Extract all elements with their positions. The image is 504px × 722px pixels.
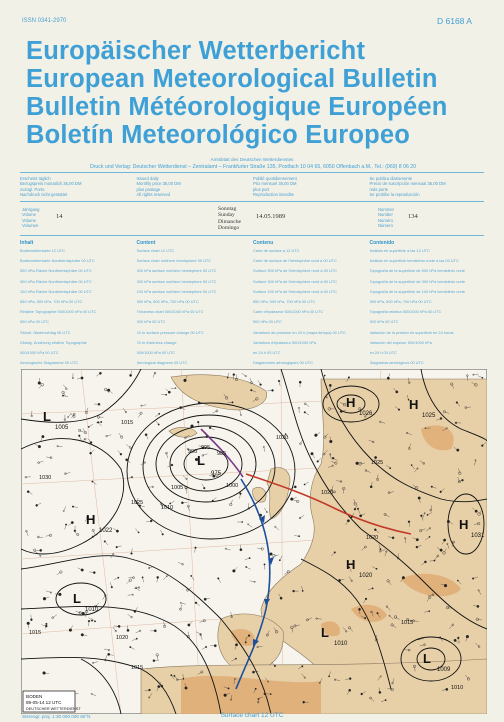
- amtsblatt: Amtsblatt des Deutschen Wetterdienstes: [210, 157, 294, 162]
- contents-item: Variations de pression en 24 h (mapa tiempo) 00 UTC: [253, 329, 346, 335]
- contents-item: Aerologische Diagramme 00 UTC: [20, 360, 79, 366]
- number-label: Numéro: [378, 217, 393, 223]
- terms-english: [137, 176, 254, 198]
- high-value: 1031: [471, 533, 485, 539]
- contents-item: Carte d'épaisseur 500/1000 hPa 00 UTC: [253, 309, 324, 315]
- isobar-label: 995: [201, 445, 211, 451]
- isobar-label: 985: [217, 451, 227, 457]
- volume-label: Volumen: [22, 223, 39, 229]
- high-symbol: H: [86, 512, 96, 527]
- issn: ISSN 0341-2970: [22, 18, 67, 24]
- contents-heading: Content: [136, 240, 156, 246]
- contents-item: Variations d'épaisseur 500/1000 hPa: [253, 339, 317, 345]
- station-dot: [416, 546, 418, 548]
- number-label: Nummer: [378, 207, 395, 212]
- high-symbol: H: [346, 395, 356, 410]
- terms-line: Prix mensuel 35,00 DM: [253, 181, 297, 187]
- isobar-label: 1025: [131, 500, 144, 506]
- isobar-label: 1020: [321, 490, 334, 496]
- day-label: Sunday: [218, 212, 235, 219]
- number-label: Number: [378, 212, 393, 218]
- surface-weather-map: [21, 369, 487, 714]
- isobar-label: 1010: [161, 505, 174, 511]
- high-symbol: H: [409, 397, 419, 412]
- station-dot: [161, 685, 163, 687]
- low-value: 1010: [85, 607, 99, 613]
- day-label: Domingo: [218, 224, 240, 231]
- contents-item: Diagramas aerológicos 00 UTC: [369, 360, 424, 366]
- issue-date: 14.05.1989: [256, 213, 286, 220]
- contents-item: 500 hPa surface northern hemisphere 00 UTC: [136, 268, 217, 274]
- number-label: Número: [378, 223, 393, 229]
- terms-line: Precio de suscripción mensual 35,00 DM: [369, 181, 446, 187]
- high-value: 1022: [99, 528, 113, 534]
- legend-line: DEUTSCHER WETTERDIENST: [26, 707, 81, 711]
- day-label: Dimanche: [218, 218, 241, 225]
- contents-item: Bodenwetterkarte Nordhemisphäre 00 UTC: [20, 258, 95, 264]
- station-dot: [447, 520, 450, 523]
- contents-item: 850 hPa, 500 hPa, 700 hPa 00 UTC: [136, 299, 199, 305]
- contents-item: Variación de la presión en superficie en 24 horas: [369, 329, 454, 335]
- contents-item: 24 hr surface pressure change 00 UTC: [136, 329, 204, 335]
- contents-english: [137, 240, 254, 368]
- contents-item: 500 hPa 00 UTC: [20, 319, 49, 325]
- station-dot: [258, 698, 259, 699]
- terms-line: Reproduction interdite: [253, 192, 294, 198]
- isobar-label: 1020: [116, 635, 129, 641]
- station-dot: [338, 579, 340, 581]
- contents-item: Surface 500 hPa de l'hémisphère nord à 00 UTC: [253, 268, 338, 274]
- station-dot: [134, 610, 136, 612]
- isobar-label: 1020: [366, 535, 379, 541]
- contents-item: 850 hPa, 500 hPa, 700 hPa 00 UTC: [253, 299, 316, 305]
- station-dot: [280, 597, 282, 599]
- contents-item: Relative Topographie 500/1000 hPa 00 UTC: [20, 309, 97, 315]
- station-dot: [209, 427, 211, 429]
- contents-item: 500/1000 hPa 00 UTC: [136, 350, 176, 356]
- contents-french: [253, 240, 370, 368]
- volume-label: Jahrgang: [22, 207, 40, 212]
- contents-heading: Inhalt: [20, 240, 34, 246]
- title-german: Europäischer Wetterbericht: [26, 37, 366, 65]
- contents-item: 500 hPa 00 UTC: [136, 319, 166, 325]
- contents-table: [20, 240, 486, 368]
- high-symbol: H: [459, 517, 469, 532]
- contents-heading: Contenido: [369, 240, 395, 246]
- station-dot: [130, 646, 131, 647]
- legend-line: 89-05-14 12 UTC: [26, 700, 62, 705]
- divider: [20, 235, 484, 236]
- station-dot: [294, 486, 296, 488]
- title-spanish: Boletín Meteorológico Europeo: [26, 121, 411, 149]
- station-dot: [359, 515, 361, 517]
- contents-item: Topografía de la superficie de 300 hPa hemisferio norte: [369, 278, 466, 284]
- day-labels: [218, 206, 241, 231]
- high-symbol: H: [346, 557, 356, 572]
- low-symbol: L: [73, 591, 81, 606]
- contents-item: 24stdg. Änderung relative Topographie: [20, 339, 87, 345]
- contents-item: Análisis en superficie a las 12 UTC: [369, 248, 430, 253]
- terms-line: plus postage: [136, 186, 161, 192]
- volume-labels: [22, 207, 39, 229]
- station-dot: [260, 514, 262, 516]
- contents-item: Surface 100 hPa de l'hémisphère nord à 00 UTC: [253, 288, 338, 294]
- contents-item: 24 hr thickness change: [136, 339, 177, 345]
- terms-line: Monthly price 35,00 DM: [136, 181, 181, 187]
- isobar-label: 1015: [121, 420, 134, 426]
- map-caption: Surface chart 12 UTC: [220, 712, 284, 719]
- terms-line: Nachdruck nicht gestattet: [20, 192, 68, 198]
- low-symbol: L: [197, 453, 205, 468]
- volume-label: Volume: [22, 217, 36, 223]
- terms-line: Publié quotidiennement: [253, 176, 297, 181]
- terms-line: plus port: [253, 186, 270, 192]
- title-english: European Meteorological Bulletin: [26, 65, 438, 93]
- station-dot: [36, 504, 38, 506]
- day-label: Sonntag: [218, 206, 237, 212]
- terms-line: Erscheint täglich: [20, 176, 51, 181]
- contents-item: en 24 h 00 UTC: [253, 350, 281, 356]
- station-dot: [420, 515, 422, 517]
- contents-item: en 24 h 00 UTC: [369, 350, 397, 356]
- terms-line: Issued daily: [136, 176, 159, 181]
- low-symbol: L: [423, 651, 431, 666]
- isobar-label: 1015: [131, 665, 144, 671]
- terms-french: [253, 176, 370, 198]
- isobar-label: 1010: [451, 685, 464, 691]
- low-value: 1009: [437, 667, 451, 673]
- station-dot: [351, 516, 353, 518]
- contents-item: Variación del espesor 500/1000 hPa: [369, 339, 432, 345]
- low-value: 1005: [55, 425, 69, 431]
- isobar-label: 1020: [276, 435, 289, 441]
- station-dot: [279, 560, 280, 561]
- contents-item: 300 hPa surface northern hemisphere 00 UTC: [136, 278, 217, 284]
- contents-item: Surface chart 12 UTC: [136, 248, 175, 253]
- contents-item: 500 hPa-Fläche Nordhemisphäre 00 UTC: [20, 268, 92, 274]
- station-dot: [466, 635, 469, 638]
- terms-line: Bezugspreis monatlich 35,00 DM: [20, 181, 82, 187]
- contents-item: Carte de surface à 12 UTC: [253, 248, 300, 253]
- volume-value: 14: [56, 213, 63, 220]
- station-dot: [158, 685, 160, 687]
- contents-spanish: [370, 240, 487, 368]
- station-dot: [347, 520, 349, 522]
- low-symbol: L: [43, 409, 51, 424]
- station-dot: [81, 569, 84, 572]
- legend-line: BODEN: [26, 694, 43, 699]
- station-dot: [315, 434, 318, 437]
- isobar-label: 1015: [29, 630, 42, 636]
- contents-item: Topografía relativa 500/1000 hPa 00 UTC: [369, 309, 442, 315]
- terms-row: [20, 176, 486, 198]
- isobar-label: 1030: [39, 475, 52, 481]
- contents-item: Thickness chart 500/1000 hPa 00 UTC: [136, 309, 204, 315]
- low-value: 975: [211, 471, 222, 477]
- isobar-label: 1025: [371, 460, 384, 466]
- station-dot: [260, 384, 262, 386]
- station-dot: [250, 389, 252, 391]
- contents-item: Bodenwetterkarte 12 UTC: [20, 248, 65, 253]
- station-dot: [443, 539, 445, 541]
- low-value: 1010: [334, 641, 348, 647]
- map-scale-note: Stereogr. proj. 1:30 000 000 60°N: [22, 714, 91, 719]
- terms-line: zuzügl. Porto: [20, 186, 45, 192]
- volume-label: Volume: [22, 212, 36, 218]
- publisher-line: Druck und Verlag: Deutscher Wetterdienst – Zentralamt – Frankfurter Straße 135, Postfach 10 04 65, 6050 Offenbach a.M., Tel.: (069) 8 06 20: [89, 164, 417, 170]
- contents-item: Topografía de la superficie de 500 hPa hemisferio norte: [369, 268, 466, 274]
- contents-item: 100 hPa-Fläche Nordhemisphäre 00 UTC: [20, 288, 92, 294]
- contents-item: Surface chart northern hemisphere 00 UTC: [136, 258, 212, 264]
- station-dot: [42, 435, 45, 438]
- low-symbol: L: [321, 625, 329, 640]
- contents-item: 500 hPa 00 UTC: [369, 319, 399, 325]
- contents-item: Diagrammes aérologiques 00 UTC: [253, 360, 313, 366]
- contents-heading: Contenu: [253, 240, 274, 246]
- station-dot: [364, 617, 366, 619]
- contents-item: 300 hPa-Fläche Nordhemisphäre 00 UTC: [20, 278, 92, 284]
- number-labels: [378, 207, 394, 229]
- terms-line: Se publica diariamente: [369, 176, 413, 181]
- contents-item: 850 hPa, 500 hPa, 700 hPa 00 UTC: [20, 299, 83, 305]
- contents-item: Surface 300 hPa de l'hémisphère nord à 00 UTC: [253, 278, 338, 284]
- bulletin-titles: [26, 37, 496, 149]
- high-value: 1026: [359, 411, 373, 417]
- contents-item: Carte de surface de l'hémisphère nord à 00 UTC: [253, 258, 337, 264]
- contents-german: [20, 240, 137, 368]
- station-dot: [440, 549, 443, 552]
- contents-item: 100 hPa surface northern hemisphere 00 UTC: [136, 288, 217, 294]
- contents-item: Stündl. Niederschlag 06 UTC: [20, 329, 71, 335]
- isobar-label: 1015: [401, 620, 414, 626]
- contents-item: 500/1000 hPa 00 UTC: [20, 350, 59, 356]
- station-dot: [111, 586, 113, 588]
- high-value: 1025: [422, 413, 436, 419]
- station-dot: [387, 377, 389, 379]
- divider: [20, 172, 484, 173]
- high-value: 1020: [359, 573, 373, 579]
- divider: [20, 201, 484, 202]
- number-value: 134: [408, 213, 418, 220]
- station-dot: [99, 372, 101, 374]
- contents-item: 850 hPa, 500 hPa, 700 hPa 00 UTC: [369, 299, 432, 305]
- station-dot: [92, 536, 94, 538]
- isobar-label: 990: [188, 449, 198, 455]
- isobar-label: 1005: [171, 485, 184, 491]
- map-legend-box: [23, 691, 81, 712]
- station-dot: [427, 514, 428, 515]
- title-french: Bulletin Météorologique Européen: [26, 93, 448, 121]
- contents-item: Análisis en superficie hemisferio norte a las 00 UTC: [369, 258, 459, 264]
- station-dot: [402, 576, 405, 579]
- terms-line: Se prohibe la reproducción: [369, 192, 420, 198]
- postal-stamp: D 6168 A: [437, 16, 472, 26]
- contents-item: Aerological diagrams 00 UTC: [136, 360, 188, 366]
- contents-item: 500 hPa 00 UTC: [253, 319, 282, 325]
- terms-line: más porte: [369, 186, 389, 192]
- terms-german: [20, 176, 137, 198]
- terms-line: All rights reserved: [136, 192, 171, 198]
- contents-item: Topografía de la superficie de 100 hPa hemisferio norte: [369, 288, 466, 294]
- isobar-label: 1000: [226, 483, 239, 489]
- terms-spanish: [370, 176, 487, 198]
